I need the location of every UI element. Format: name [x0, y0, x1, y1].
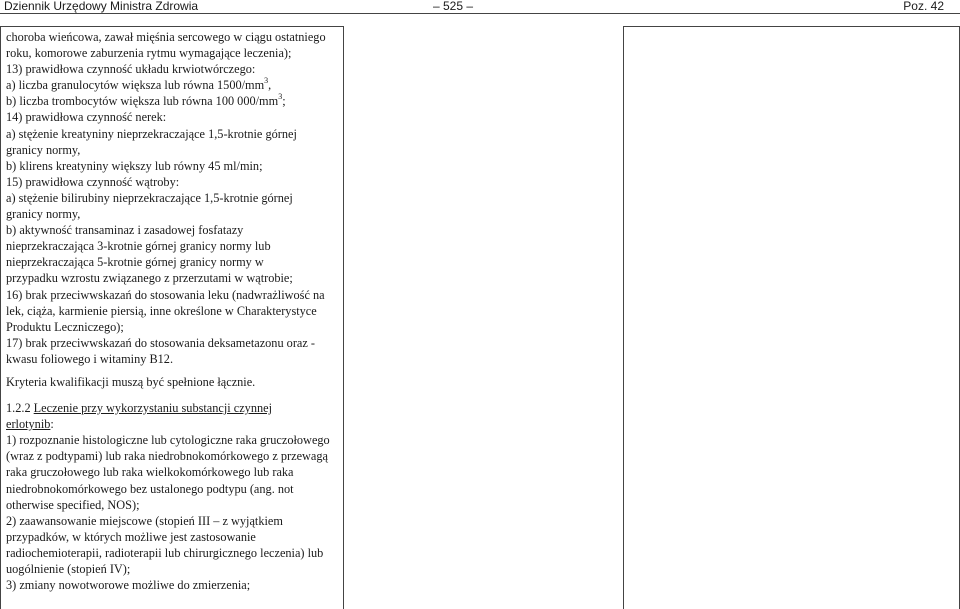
table-top-rule-left	[0, 26, 343, 27]
text-line: 17) brak przeciwwskazań do stosowania deksametazonu oraz -	[6, 335, 316, 350]
text-line: raka gruczołowego lub raka wielkokomórkowego lub raka	[6, 465, 294, 480]
text-line-main: a) liczba granulocytów większa lub równa 1500/mm	[6, 78, 265, 93]
table-divider-1	[343, 26, 344, 609]
qualification-criteria-cell	[6, 29, 338, 593]
text-line: 15) prawidłowa czynność wątroby:	[6, 174, 180, 189]
page-number: – 525 –	[433, 0, 474, 13]
text-line: lek, ciąża, karmienie piersią, inne określone w Charakterystyce	[6, 303, 317, 318]
page-header	[0, 0, 960, 14]
text-line: b) aktywność transaminaz i zasadowej fosfatazy	[6, 223, 244, 238]
text-line: 3) zmiany nowotworowe możliwe do zmierzenia;	[6, 578, 251, 593]
journal-title: Dziennik Urzędowy Ministra Zdrowia	[4, 0, 199, 13]
text-line	[6, 77, 338, 93]
text-line: Produktu Leczniczego);	[6, 319, 124, 334]
superscript: 3	[278, 92, 283, 102]
heading-colon: :	[50, 417, 54, 432]
text-line	[6, 93, 338, 109]
text-line: otherwise specified, NOS);	[6, 497, 140, 512]
text-line: roku, komorowe zaburzenia rytmu wymagające leczenia);	[6, 46, 292, 61]
section-heading	[6, 400, 338, 416]
text-line-main: b) liczba trombocytów większa lub równa 100 000/mm	[6, 94, 279, 109]
text-line: granicy normy,	[6, 207, 81, 222]
header-rule	[0, 13, 960, 14]
text-suffix: ,	[268, 78, 272, 93]
position-number: Poz. 42	[903, 0, 944, 13]
text-line: b) klirens kreatyniny większy lub równy 45 ml/min;	[6, 158, 263, 173]
text-line: a) stężenie bilirubiny nieprzekraczające 1,5-krotnie górnej	[6, 190, 293, 205]
text-suffix: ;	[282, 94, 286, 109]
text-line: a) stężenie kreatyniny nieprzekraczające 1,5-krotnie górnej	[6, 126, 297, 141]
text-line: granicy normy,	[6, 142, 81, 157]
text-line: przypadków, w których możliwe jest zastosowanie	[6, 529, 256, 544]
text-line: 13) prawidłowa czynność układu krwiotwórczego:	[6, 62, 256, 77]
criteria-table	[0, 22, 960, 609]
superscript: 3	[264, 76, 269, 86]
table-top-rule-right	[623, 26, 960, 27]
section-heading-drug	[6, 416, 338, 432]
text-line: nieprzekraczająca 3-krotnie górnej granicy normy lub	[6, 239, 271, 254]
section-title: Leczenie przy wykorzystaniu substancji czynnej	[33, 401, 273, 416]
table-divider-2	[623, 26, 624, 609]
text-line: przypadku wzrostu związanego z przerzutami w wątrobie;	[6, 271, 293, 286]
text-line: niedrobnokomórkowego bez ustalonego podtypu (ang. not	[6, 481, 294, 496]
text-line: (wraz z podtypami) lub raka niedrobnokomórkowego z przewagą	[6, 449, 328, 464]
table-border-left	[0, 26, 1, 609]
text-line: 1) rozpoznanie histologiczne lub cytologiczne raka gruczołowego	[6, 433, 330, 448]
text-line: kwasu foliowego i witaminy B12.	[6, 351, 174, 366]
text-line: choroba wieńcowa, zawał mięśnia sercowego w ciągu ostatniego	[6, 30, 326, 44]
text-line: radiochemioterapii, radioterapii lub chirurgicznego leczenia) lub	[6, 545, 324, 560]
text-line: 16) brak przeciwwskazań do stosowania leku (nadwrażliwość na	[6, 287, 325, 302]
text-line: 14) prawidłowa czynność nerek:	[6, 110, 167, 125]
drug-name: erlotynib	[6, 417, 51, 432]
text-line: nieprzekraczająca 5-krotnie górnej granicy normy w	[6, 255, 264, 270]
text-line: uogólnienie (stopień IV);	[6, 562, 131, 576]
criteria-note: Kryteria kwalifikacji muszą być spełnione łącznie.	[6, 374, 256, 389]
section-number: 1.2.2	[6, 401, 34, 416]
text-line: 2) zaawansowanie miejscowe (stopień III – z wyjątkiem	[6, 513, 283, 528]
